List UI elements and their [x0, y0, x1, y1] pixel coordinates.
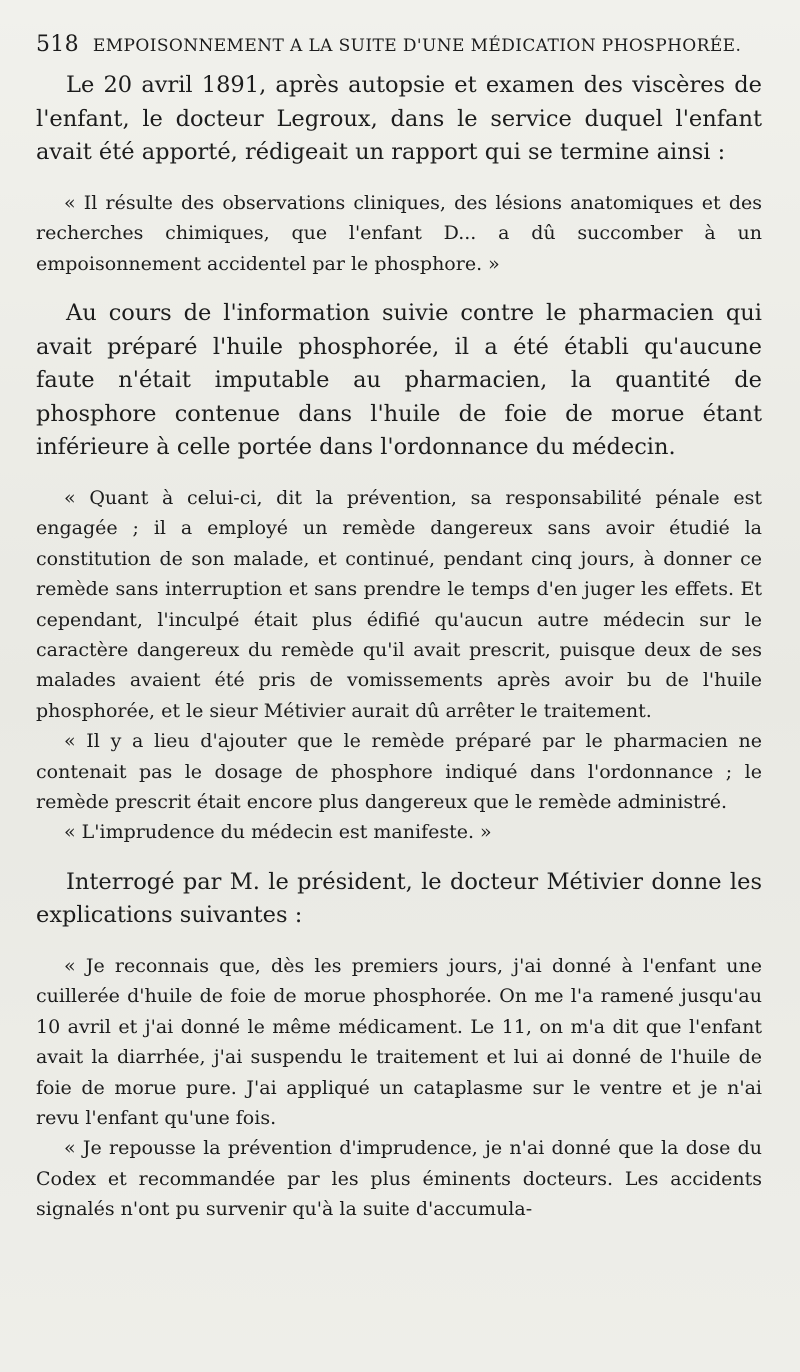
- quote-metivier-defense: « Je repousse la prévention d'imprudence, je n'ai donné que la dose du Codex et recommandée par les plus éminents docteurs. Les accidents signalés n'ont pu survenir qu'à la suite d'accumula-: [36, 1137, 762, 1221]
- quote-prevention: « Quant à celui-ci, dit la prévention, sa responsabilité pénale est engagée ; il a employé un remède dangereux sans avoir étudié la constitution de son malade, et continué, pendant cinq jours, à donner ce remède sans interruption et sans prendre le temps d'en juger les effets. Et cependant, l'inculpé était plus édifié qu'aucun autre médecin sur le caractère dangereux du remède qu'il avait prescrit, puisque deux de ses malades avaient été pris de vomissements après avoir bu de l'huile phosphorée, et le sieur Métivier aurait dû arrêter le traitement.: [36, 486, 762, 722]
- page-number: 518: [36, 32, 79, 57]
- quote-metivier-statement: « Je reconnais que, dès les premiers jours, j'ai donné à l'enfant une cuillerée d'huile de foie de morue phosphorée. On me l'a ramené jusqu'au 10 avril et j'ai donné le même médicament. Le 11, on m'a dit que l'enfant avait la diarrhée, j'ai suspendu le traitement et lui ai donné de l'huile de foie de morue pure. J'ai appliqué un cataplasme sur le ventre et je n'ai revu l'enfant qu'une fois.: [36, 955, 762, 1130]
- paragraph-interrogation: Interrogé par M. le président, le docteur Métivier donne les explications suivantes :: [36, 868, 762, 929]
- quote-imprudence: « L'imprudence du médecin est manifeste. »: [64, 821, 492, 844]
- page-header: [36, 32, 762, 57]
- paragraph-information: Au cours de l'information suivie contre le pharmacien qui avait préparé l'huile phosphorée, il a été établi qu'aucune faute n'était imputable au pharmacien, la quantité de phosphore contenue dans l'huile de foie de morue étant inférieure à celle portée dans l'ordonnance du médecin.: [36, 300, 762, 461]
- quote-dosage: « Il y a lieu d'ajouter que le remède préparé par le pharmacien ne contenait pas le dosage de phosphore indiqué dans l'ordonnance ; le remède prescrit était encore plus dangereux que le remède administré.: [36, 730, 762, 814]
- quote-report-conclusion: « Il résulte des observations cliniques, des lésions anatomiques et des recherches chimiques, que l'enfant D... a dû succomber à un empoisonnement accidentel par le phosphore. »: [36, 191, 762, 275]
- paragraph-autopsy: Le 20 avril 1891, après autopsie et examen des viscères de l'enfant, le docteur Legroux, dans le service duquel l'enfant avait été apporté, rédigeait un rapport qui se termine ainsi :: [36, 72, 762, 166]
- running-title: EMPOISONNEMENT A LA SUITE D'UNE MÉDICATION PHOSPHORÉE.: [92, 36, 742, 56]
